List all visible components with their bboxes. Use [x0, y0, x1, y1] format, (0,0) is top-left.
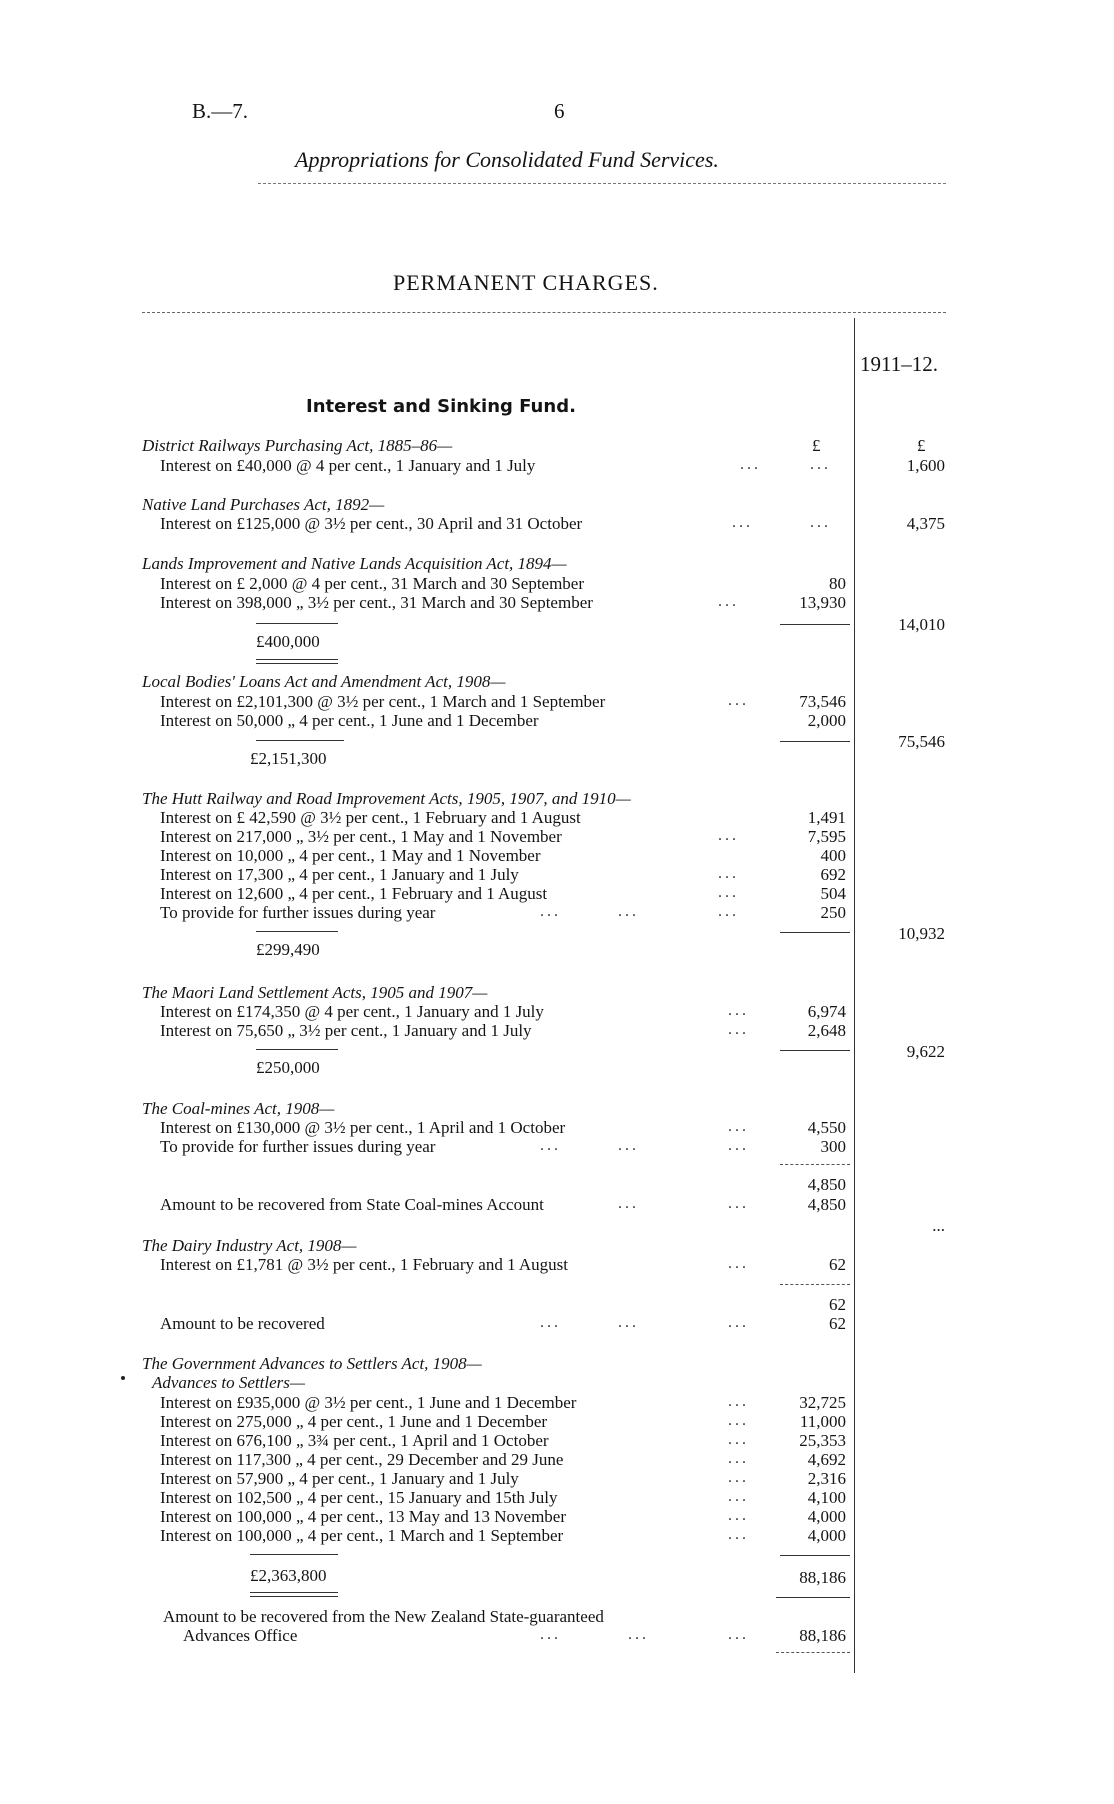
maori-land-line: Interest on 75,650 „ 3½ per cent., 1 January and 1 July: [160, 1021, 532, 1040]
lands-improvement-heading: Lands Improvement and Native Lands Acquisition Act, 1894—: [142, 554, 567, 573]
page-number: 6: [554, 99, 565, 123]
page-title: Appropriations for Consolidated Fund Services.: [295, 147, 719, 172]
dairy-industry-subtotal: 62: [829, 1295, 846, 1314]
leader-dots: ...: [810, 514, 831, 531]
leader-dots: ...: [718, 593, 739, 610]
coal-mines-recovery-text: Amount to be recovered from State Coal-mines Account: [160, 1195, 544, 1214]
pound-sign-total: £: [917, 436, 926, 455]
settlers-amount: 2,316: [807, 1469, 846, 1488]
maori-land-total: 9,622: [906, 1042, 945, 1061]
district-railways-heading: District Railways Purchasing Act, 1885–86—: [142, 436, 453, 455]
local-bodies-sum: £2,151,300: [250, 749, 327, 768]
leader-dots: ...: [732, 514, 753, 531]
coal-mines-amount: 4,550: [807, 1118, 846, 1137]
amount-rule: [780, 1555, 850, 1556]
sum-double-rule: [256, 659, 338, 660]
hutt-railway-amount: 1,491: [807, 808, 846, 827]
sum-double-rule: [256, 663, 338, 664]
settlers-amount: 4,000: [807, 1526, 846, 1545]
local-bodies-amount: 2,000: [807, 711, 846, 730]
leader-dots: ...: [728, 1314, 749, 1331]
sum-rule: [256, 1049, 338, 1050]
leader-dots: ...: [618, 1314, 639, 1331]
amount-rule: [780, 1050, 850, 1051]
local-bodies-total: 75,546: [898, 732, 945, 751]
leader-dots: ...: [540, 1626, 561, 1643]
local-bodies-heading: Local Bodies' Loans Act and Amendment Act, 1908—: [142, 672, 506, 691]
coal-mines-line: Interest on £130,000 @ 3½ per cent., 1 April and 1 October: [160, 1118, 566, 1137]
leader-dots: ...: [540, 1314, 561, 1331]
leader-dots: ...: [728, 1450, 749, 1467]
hutt-railway-sum: £299,490: [256, 940, 320, 959]
lands-improvement-sum: £400,000: [256, 632, 320, 651]
leader-dots: ...: [728, 1626, 749, 1643]
amount-rule: [780, 1164, 850, 1165]
settlers-line: Interest on 676,100 „ 3¾ per cent., 1 April and 1 October: [160, 1431, 549, 1450]
leader-dots: ...: [618, 1137, 639, 1154]
native-land-total: 4,375: [906, 514, 945, 533]
sum-rule: [250, 1554, 338, 1555]
dairy-industry-heading: The Dairy Industry Act, 1908—: [142, 1236, 357, 1255]
amount-rule: [776, 1597, 850, 1598]
hutt-railway-line: Interest on 12,600 „ 4 per cent., 1 February and 1 August: [160, 884, 548, 903]
leader-dots: ...: [728, 692, 749, 709]
leader-dots: ...: [728, 1526, 749, 1543]
leader-dots: ...: [728, 1021, 749, 1038]
settlers-amount: 4,692: [807, 1450, 846, 1469]
lands-improvement-amount: 80: [829, 574, 846, 593]
leader-dots: ...: [728, 1507, 749, 1524]
hutt-railway-amount: 250: [820, 903, 846, 922]
lands-improvement-total: 14,010: [898, 615, 945, 634]
settlers-subtotal: 88,186: [799, 1568, 846, 1587]
leader-dots: ...: [618, 1195, 639, 1212]
leader-dots: ...: [718, 827, 739, 844]
leader-dots: ...: [728, 1137, 749, 1154]
amount-rule: [780, 741, 850, 742]
settlers-amount: 4,000: [807, 1507, 846, 1526]
leader-dots: ...: [728, 1002, 749, 1019]
hutt-railway-amount: 7,595: [807, 827, 846, 846]
hutt-railway-heading: The Hutt Railway and Road Improvement Acts, 1905, 1907, and 1910—: [142, 789, 631, 808]
lands-improvement-line: Interest on £ 2,000 @ 4 per cent., 31 March and 30 September: [160, 574, 585, 593]
dairy-industry-amount: 62: [829, 1255, 846, 1274]
title-rule: [258, 183, 946, 184]
pound-sign-amount: £: [812, 436, 821, 455]
lands-improvement-line: Interest on 398,000 „ 3½ per cent., 31 March and 30 September: [160, 593, 593, 612]
settlers-amount: 32,725: [799, 1393, 846, 1412]
year-heading: 1911–12.: [860, 352, 938, 376]
coal-mines-total: ...: [932, 1216, 945, 1235]
leader-dots: ...: [728, 1195, 749, 1212]
section-rule: [142, 312, 946, 313]
local-bodies-line: Interest on 50,000 „ 4 per cent., 1 June and 1 December: [160, 711, 539, 730]
leader-dots: ...: [728, 1255, 749, 1272]
section-title: PERMANENT CHARGES.: [393, 270, 659, 295]
leader-dots: ...: [728, 1488, 749, 1505]
settlers-line: Interest on 117,300 „ 4 per cent., 29 December and 29 June: [160, 1450, 564, 1469]
amount-rule: [780, 1284, 850, 1285]
leader-dots: ...: [540, 1137, 561, 1154]
maori-land-heading: The Maori Land Settlement Acts, 1905 and 1907—: [142, 983, 488, 1002]
amount-rule: [776, 1652, 850, 1653]
local-bodies-amount: 73,546: [799, 692, 846, 711]
settlers-recovery-amount: 88,186: [799, 1626, 846, 1645]
settlers-subheading: Advances to Settlers—: [152, 1373, 305, 1392]
settlers-recovery-text: Amount to be recovered from the New Zealand State-guaranteed: [163, 1607, 604, 1626]
doc-reference: B.—7.: [192, 99, 249, 123]
leader-dots: ...: [728, 1469, 749, 1486]
sum-rule: [256, 740, 344, 741]
maori-land-amount: 2,648: [807, 1021, 846, 1040]
coal-mines-amount: 300: [820, 1137, 846, 1156]
hutt-railway-line: Interest on 217,000 „ 3½ per cent., 1 May and 1 November: [160, 827, 562, 846]
leader-dots: ...: [718, 865, 739, 882]
local-bodies-line: Interest on £2,101,300 @ 3½ per cent., 1 March and 1 September: [160, 692, 606, 711]
leader-dots: ...: [540, 903, 561, 920]
hutt-railway-line: Interest on £ 42,590 @ 3½ per cent., 1 February and 1 August: [160, 808, 581, 827]
hutt-railway-amount: 504: [820, 884, 846, 903]
dairy-industry-line: Interest on £1,781 @ 3½ per cent., 1 February and 1 August: [160, 1255, 568, 1274]
coal-mines-heading: The Coal-mines Act, 1908—: [142, 1099, 335, 1118]
settlers-line: Interest on 57,900 „ 4 per cent., 1 January and 1 July: [160, 1469, 519, 1488]
leader-dots: ...: [728, 1412, 749, 1429]
hutt-railway-line: Interest on 17,300 „ 4 per cent., 1 January and 1 July: [160, 865, 519, 884]
dairy-industry-recovery-text: Amount to be recovered: [160, 1314, 325, 1333]
leader-dots: ...: [718, 884, 739, 901]
settlers-amount: 25,353: [799, 1431, 846, 1450]
hutt-railway-total: 10,932: [898, 924, 945, 943]
sum-double-rule: [250, 1596, 338, 1597]
settlers-line: Interest on 102,500 „ 4 per cent., 15 January and 15th July: [160, 1488, 558, 1507]
settlers-line: Interest on 275,000 „ 4 per cent., 1 June and 1 December: [160, 1412, 548, 1431]
maori-land-amount: 6,974: [807, 1002, 846, 1021]
district-railways-line: Interest on £40,000 @ 4 per cent., 1 January and 1 July: [160, 456, 536, 475]
sum-double-rule: [250, 1592, 338, 1593]
native-land-line: Interest on £125,000 @ 3½ per cent., 30 April and 31 October: [160, 514, 583, 533]
subsection-title: Interest and Sinking Fund.: [306, 396, 576, 417]
leader-dots: ...: [728, 1393, 749, 1410]
leader-dots: ...: [740, 456, 761, 473]
settlers-heading: The Government Advances to Settlers Act, 1908—: [142, 1354, 482, 1373]
margin-mark: [121, 1376, 125, 1380]
hutt-railway-line: Interest on 10,000 „ 4 per cent., 1 May and 1 November: [160, 846, 541, 865]
amount-rule: [780, 932, 850, 933]
dairy-industry-recovery-amount: 62: [829, 1314, 846, 1333]
coal-mines-subtotal: 4,850: [807, 1175, 846, 1194]
leader-dots: ...: [628, 1626, 649, 1643]
settlers-recovery-text: Advances Office: [183, 1626, 298, 1645]
amount-rule: [780, 624, 850, 625]
coal-mines-line: To provide for further issues during year: [160, 1137, 436, 1156]
leader-dots: ...: [810, 456, 831, 473]
sum-rule: [256, 931, 338, 932]
coal-mines-recovery-amount: 4,850: [807, 1195, 846, 1214]
settlers-line: Interest on 100,000 „ 4 per cent., 13 May and 13 November: [160, 1507, 566, 1526]
settlers-line: Interest on 100,000 „ 4 per cent., 1 March and 1 September: [160, 1526, 564, 1545]
sum-rule: [256, 623, 338, 624]
leader-dots: ...: [718, 903, 739, 920]
maori-land-sum: £250,000: [256, 1058, 320, 1077]
native-land-heading: Native Land Purchases Act, 1892—: [142, 495, 385, 514]
settlers-sum: £2,363,800: [250, 1566, 327, 1585]
leader-dots: ...: [728, 1431, 749, 1448]
settlers-amount: 11,000: [799, 1412, 846, 1431]
hutt-railway-amount: 400: [820, 846, 846, 865]
maori-land-line: Interest on £174,350 @ 4 per cent., 1 January and 1 July: [160, 1002, 544, 1021]
hutt-railway-line: To provide for further issues during year: [160, 903, 436, 922]
district-railways-total: 1,600: [906, 456, 945, 475]
hutt-railway-amount: 692: [820, 865, 846, 884]
settlers-line: Interest on £935,000 @ 3½ per cent., 1 June and 1 December: [160, 1393, 577, 1412]
settlers-amount: 4,100: [807, 1488, 846, 1507]
leader-dots: ...: [728, 1118, 749, 1135]
lands-improvement-amount: 13,930: [799, 593, 846, 612]
leader-dots: ...: [618, 903, 639, 920]
